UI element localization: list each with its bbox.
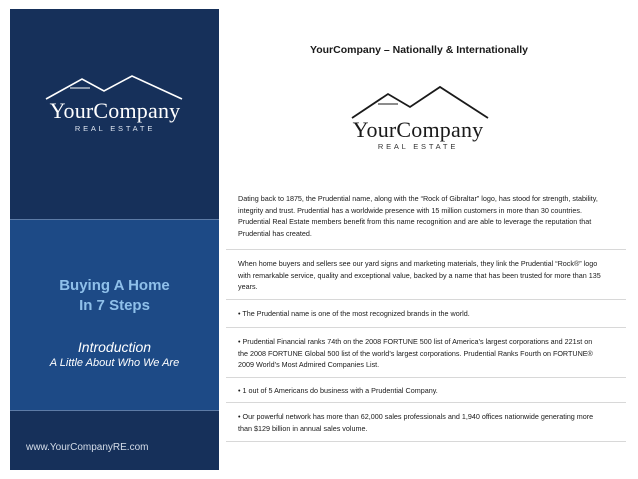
logo-wordmark: YourCompany (352, 117, 484, 142)
band-bottom-divider (10, 410, 219, 411)
sidebar-logo (30, 74, 200, 144)
roof-icon (350, 85, 490, 119)
band-top-divider (10, 219, 219, 220)
logo-subtitle: REAL ESTATE (74, 124, 156, 133)
divider (226, 377, 626, 378)
divider (226, 402, 626, 403)
paragraph-history: Dating back to 1875, the Prudential name, along with the “Rock of Gibraltar” logo, has stood for strength, stability, integrity and trust. Prudential has a worldwide presence with 15 million customers in more than 30 countries. Prudential Real Estate members benefit from this name recognition and are able to leverage the reputation that Prudential has created. (238, 194, 598, 238)
sidebar (10, 9, 219, 470)
logo-subtitle: REAL ESTATE (377, 142, 459, 151)
section-heading: Introduction (77, 339, 152, 355)
divider (226, 327, 626, 328)
divider (226, 249, 626, 250)
bullet-recognized-brand: • The Prudential name is one of the most recognized brands in the world. (238, 309, 470, 318)
roof-icon (44, 74, 184, 100)
logo-wordmark: YourCompany (49, 98, 181, 123)
divider (226, 441, 626, 442)
section-subheading: A Little About Who We Are (49, 357, 180, 369)
website-link[interactable]: www.YourCompanyRE.com (26, 442, 149, 453)
title-line-1: Buying A Home (59, 277, 170, 294)
bullet-network: • Our powerful network has more than 62,000 sales professionals and 1,940 offices nationwide generating more than $129 billion in annual sales volume. (238, 412, 594, 433)
presentation-title (20, 276, 209, 316)
paragraph-brand: When home buyers and sellers see our yard signs and marketing materials, they link the Prudential “Rock®” logo with remarkable service, quality and exceptional value, backed by a name that has been trusted for more than 135 years. (238, 259, 601, 291)
bullet-fortune-rank: • Prudential Financial ranks 74th on the 2008 FORTUNE 500 list of America’s largest corporations and 221st on the 2008 FORTUNE Global 500 list of the world’s largest corporations. Prudential Ranks Fourth on FORTUNE® 2009 World’s Most Admired Companies List. (238, 337, 593, 369)
title-line-2: In 7 Steps (79, 297, 150, 314)
bullet-americans: • 1 out of 5 Americans do business with a Prudential Company. (238, 386, 438, 395)
divider (226, 299, 626, 300)
main-logo (330, 85, 506, 155)
page-title: YourCompany – Nationally & Internationally (309, 44, 528, 56)
